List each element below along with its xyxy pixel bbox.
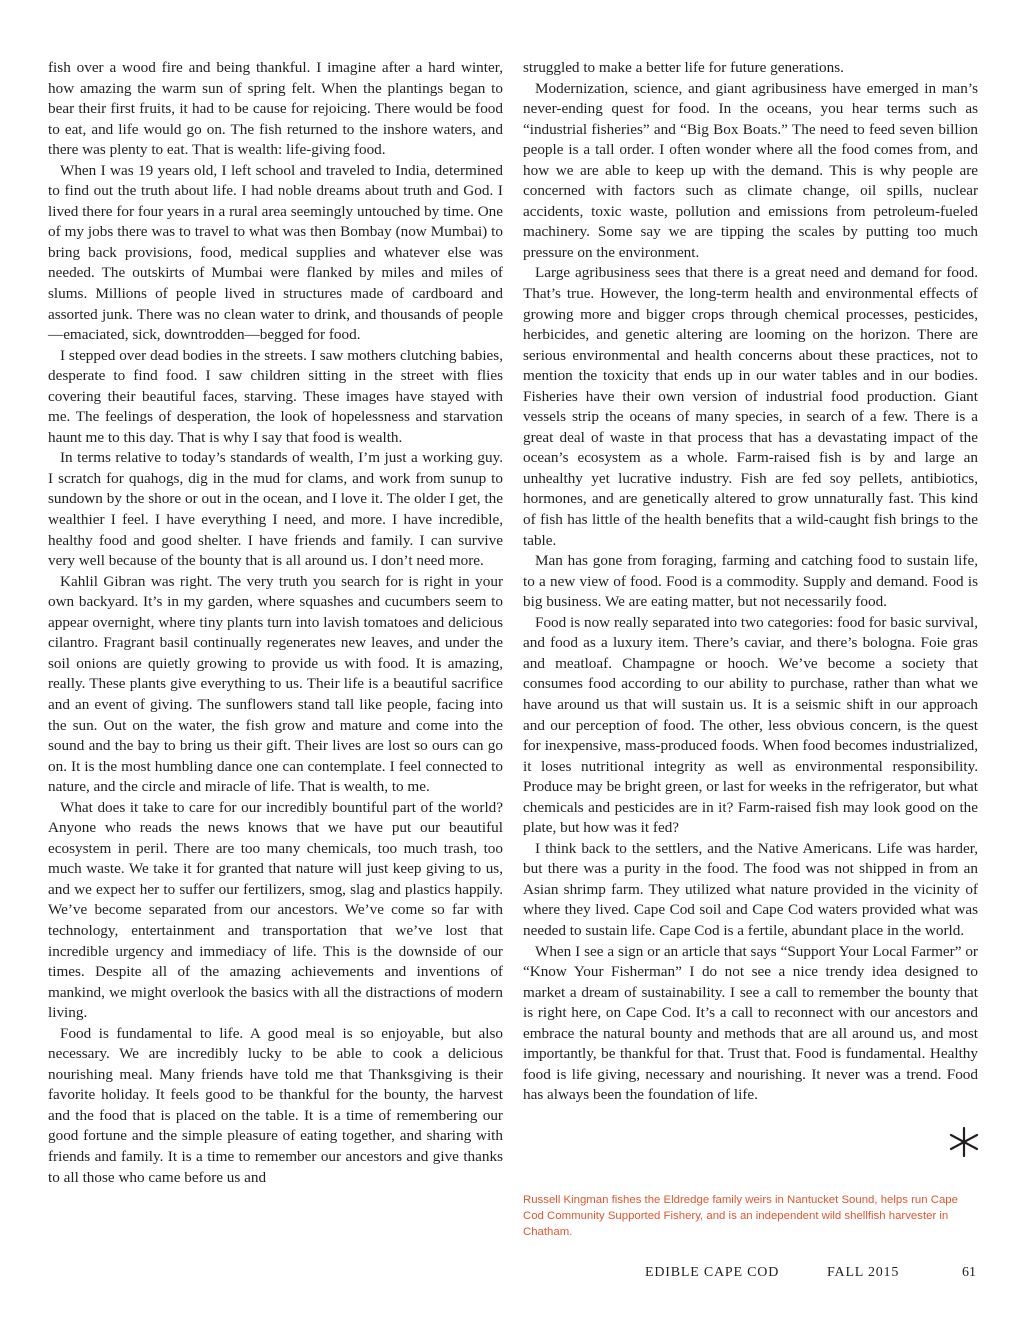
article-column-left bbox=[48, 58, 503, 1188]
author-bio: Russell Kingman fishes the Eldredge family weirs in Nantucket Sound, helps run Cape Cod Community Supported Fishery, and is an independent wild shellfish harvester in Chatham. bbox=[523, 1194, 958, 1238]
paragraph: Kahlil Gibran was right. The very truth you search for is right in your own backyard. It’s in my garden, where squashes and cucumbers seem to appear overnight, where tiny plants turn into lavish tomatoes and delicious cilantro. Fragrant basil continually regenerates new leaves, and under the soil onions are quietly growing to provide us with food. It is amazing, really. These plants give everything to us. Their life is a beautiful sacrifice and an event of giving. The sunflowers stand tall like people, facing into the sun. Out on the water, the fish grow and mature and come into the sound and the bay to bring us their gift. Their lives are lost so ours can go on. It is the most humbling dance one can contemplate. I feel connected to nature, and the circle and miracle of life. That is wealth, to me. bbox=[48, 572, 503, 796]
footer-issue: FALL 2015 bbox=[827, 1265, 900, 1280]
paragraph: Large agribusiness sees that there is a great need and demand for food. That’s true. However, the long-term health and environmental effects of growing more and bigger crops through chemical processes, pesticides, herbicides, and genetic altering are looming on the horizon. There are serious environmental and health concerns about these practices, not to mention the toxicity that ends up in our water tables and in our bodies. Fisheries have their own version of industrial food production. Giant vessels strip the oceans of many species, in search of a few. There is a great deal of waste in that process that has a devastating impact of the ocean’s ecosystem as a whole. Farm-raised fish is by and large an unhealthy yet lucrative industry. Fish are fed soy pellets, antibiotics, hormones, and are genetically altered to grow unnaturally fast. This kind of fish has little of the health benefits that a wild-caught fish brings to the table. bbox=[523, 264, 978, 549]
paragraph: When I was 19 years old, I left school and traveled to India, determined to find out the truth about life. I had noble dreams about truth and God. I lived there for four years in a rural area seemingly untouched by time. One of my jobs there was to travel to what was then Bombay (now Mumbai) to bring back provisions, food, medical supplies and whatever else was needed. The outskirts of Mumbai were flanked by miles and miles of slums. Millions of people lived in structures made of cardboard and assorted junk. There was no clean water to drink, and thousands of people—emaciated, sick, downtrodden—begged for food. bbox=[48, 161, 503, 344]
paragraph: struggled to make a better life for future generations. bbox=[523, 59, 844, 76]
paragraph: Food is fundamental to life. A good meal is so enjoyable, but also necessary. We are incredibly lucky to be able to cook a delicious nourishing meal. Many friends have told me that Thanksgiving is their favorite holiday. It feels good to be thankful for the bounty, the harvest and the food that is placed on the table. It is a time of remembering our good fortune and the simple pleasure of eating together, and sharing with friends and family. It is a time to remember our ancestors and give thanks to all those who came before us and bbox=[48, 1024, 503, 1186]
article-column-right bbox=[523, 58, 978, 1106]
page-number: 61 bbox=[962, 1265, 976, 1280]
paragraph: Food is now really separated into two categories: food for basic survival, and food as a luxury item. There’s caviar, and there’s bologna. Foie gras and meatloaf. Champagne or hooch. We’ve become a society that consumes food according to our ability to purchase, rather than what we have around us that will sustain us. It is a seismic shift in our approach and our perception of food. The other, less obvious concern, is the quest for inexpensive, mass-produced foods. When food becomes industrialized, it loses nutritional integrity as well as environmental responsibility. Produce may be bright green, or last for weeks in the refrigerator, but what chemicals and pesticides are in it? Farm-raised fish may look good on the plate, but how was it fed? bbox=[523, 613, 978, 837]
paragraph: I think back to the settlers, and the Native Americans. Life was harder, but there was a purity in the food. The food was not shipped in from an Asian shrimp farm. They utilized what nature provided in the vicinity of where they lived. Cape Cod soil and Cape Cod waters provided what was needed to sustain life. Cape Cod is a fertile, abundant place in the world. bbox=[523, 839, 978, 939]
paragraph: I stepped over dead bodies in the streets. I saw mothers clutching babies, desperate to find food. I saw children sitting in the street with flies covering their beautiful faces, starving. These images have stayed with me. The feelings of desperation, the look of hopelessness and starvation haunt me to this day. That is why I say that food is wealth. bbox=[48, 346, 503, 446]
paragraph: Man has gone from foraging, farming and catching food to sustain life, to a new view of food. Food is a commodity. Supply and demand. Food is big business. We are eating matter, but not necessarily food. bbox=[523, 552, 978, 611]
asterisk-end-mark-icon bbox=[946, 1124, 982, 1160]
paragraph: What does it take to care for our incredibly bountiful part of the world? Anyone who reads the news knows that we have put our beautiful ecosystem in peril. There are too many chemicals, too much trash, too much waste. We take it for granted that nature will just keep giving to us, and we expect her to suffer our fertilizers, smog, slag and plastics happily. We’ve become separated from our ancestors. We’ve come so far with technology, entertainment and transportation that we’ve lost that incredible urgency and immediacy of life. This is the downside of our times. Despite all of the amazing achievements and inventions of mankind, we might overlook the basics with all the distractions of modern living. bbox=[48, 798, 503, 1022]
footer-magazine-title: EDIBLE CAPE COD bbox=[645, 1265, 780, 1280]
paragraph: fish over a wood fire and being thankful. I imagine after a hard winter, how amazing the warm sun of spring felt. When the plantings began to bear their first fruits, it had to be cause for rejoicing. There would be food to eat, and life would go on. The fish returned to the inshore waters, and there was plenty to eat. That is wealth: life-giving food. bbox=[48, 59, 503, 159]
paragraph: Modernization, science, and giant agribusiness have emerged in man’s never-ending quest for food. In the oceans, you hear terms such as “industrial fisheries” and “Big Box Boats.” The need to feed seven billion people is a tall order. I often wonder where all the food comes from, and how we are able to keep up with the demand. This is why people are concerned with factors such as climate change, oil spills, nuclear accidents, toxic waste, pollution and emissions from petroleum-fueled machinery. Some say we are tipping the scales by putting too much pressure on the environment. bbox=[523, 79, 978, 261]
paragraph: In terms relative to today’s standards of wealth, I’m just a working guy. I scratch for quahogs, dig in the mud for clams, and work from sunup to sundown by the shore or out in the ocean, and I love it. The older I get, the wealthier I feel. I have everything I need, and more. I have incredible, healthy food and good shelter. I have friends and family. I can survive very well because of the bounty that is all around us. I don’t need more. bbox=[48, 449, 503, 570]
paragraph: When I see a sign or an article that says “Support Your Local Farmer” or “Know Your Fisherman” I do not see a nice trendy idea designed to market a dream of sustainability. I see a call to remember the bounty that is right here, on Cape Cod. It’s a call to reconnect with our ancestors and embrace the natural bounty and methods that are all around us, and most importantly, be thankful for that. Trust that. Food is fundamental. Healthy food is life giving, necessary and nourishing. It never was a trend. Food has always been the foundation of life. bbox=[523, 942, 978, 1104]
